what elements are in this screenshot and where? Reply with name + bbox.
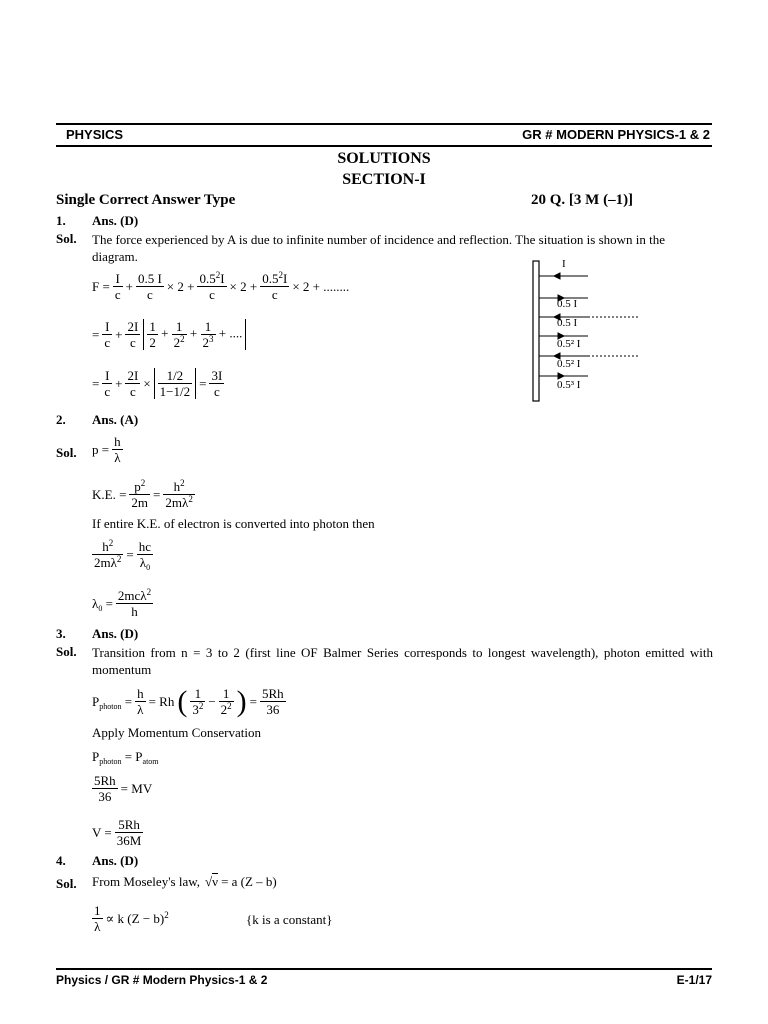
q4-solution-text: From Moseley's law, bbox=[92, 874, 201, 889]
q4-note: {k is a constant} bbox=[246, 912, 333, 927]
q1-equation-2: = $\frac{I}{c}$ + $\frac{2I}{c}$ $\frac{1}{2}$ + $\frac{1}{2^2}$ + $\frac{1}{2^3}$ + .... bbox=[92, 319, 249, 350]
q3-equation-3: $\frac{5Rh}{36}$ = MV bbox=[94, 773, 153, 804]
header-bottom-rule bbox=[56, 145, 712, 147]
q1-equation-3: = $\frac{I}{c}$ + $\frac{2I}{c}$ × $\frac{1/2}{1-1/2}$ = $\frac{3I}{c}$ bbox=[92, 368, 223, 399]
q4-number: 4. bbox=[56, 853, 66, 868]
q4-equation-1: From Moseley's law, √ν = a (Z – b) bbox=[92, 874, 277, 889]
q1-answer: Ans. (D) bbox=[92, 213, 139, 228]
q2-answer: Ans. (A) bbox=[92, 412, 139, 427]
q2-equation-3: $\frac{h^2}{2m\lambda^2}$ = $\frac{hc}{\lambda_0}$ bbox=[94, 538, 152, 572]
q2-number: 2. bbox=[56, 412, 66, 427]
diagram-label-4: 0.5² I bbox=[557, 358, 581, 370]
q1-solution-text: The force experienced by A is due to infinite number of incidence and reflection. The situation is shown in the diagram. bbox=[92, 232, 666, 264]
q4-sol-label: Sol. bbox=[56, 876, 77, 891]
diagram-label-incident: I bbox=[562, 258, 566, 270]
q1-equation-1: F = $\frac{I}{c}$ + $\frac{0.5 I}{c}$ × 2 + $\frac{0.5^2I}{c}$ × 2 + $\frac{0.5^2I}{c}$ × 2 + ........ bbox=[92, 270, 350, 302]
footer-rule bbox=[56, 968, 712, 970]
q3-number: 3. bbox=[56, 626, 66, 641]
q2-equation-4: $\lambda_0$ = $\frac{2mc\lambda^2}{h}$ bbox=[92, 587, 152, 619]
q2-equation-1: p = $\frac{h}{\lambda}$ bbox=[92, 434, 121, 465]
q4-equation-2: $\frac{1}{\lambda}$ ∝ k $(Z - b)^2$ bbox=[94, 903, 169, 934]
q3-answer: Ans. (D) bbox=[92, 626, 139, 641]
header-top-rule bbox=[56, 123, 712, 125]
section-title: SECTION-I bbox=[342, 171, 426, 188]
q3-equation-4: V = $\frac{5Rh}{36M}$ bbox=[92, 817, 142, 848]
q3-solution-text: Transition from n = 3 to 2 (first line OF Balmer Series corresponds to longest wavelength), photon emitted with momentum bbox=[92, 645, 713, 677]
q4-answer: Ans. (D) bbox=[92, 853, 139, 868]
q3-solution-text-2: Apply Momentum Conservation bbox=[92, 725, 261, 740]
page-number: E-1/17 bbox=[676, 973, 712, 987]
q2-solution-text: If entire K.E. of electron is converted into photon then bbox=[92, 516, 375, 531]
footer-left: Physics / GR # Modern Physics-1 & 2 bbox=[56, 973, 268, 987]
q1-sol-label: Sol. bbox=[56, 231, 77, 246]
page-title: SOLUTIONS bbox=[337, 150, 431, 167]
q1-number: 1. bbox=[56, 213, 66, 228]
header-chapter: GR # MODERN PHYSICS-1 & 2 bbox=[522, 127, 710, 142]
section-marks: 20 Q. [3 M (–1)] bbox=[531, 192, 634, 208]
q2-sol-label: Sol. bbox=[56, 445, 77, 460]
diagram-label-3: 0.5² I bbox=[557, 338, 581, 350]
section-type: Single Correct Answer Type bbox=[56, 192, 236, 208]
q1-eq1-tail: × 2 + ........ bbox=[292, 278, 350, 294]
header-subject: PHYSICS bbox=[66, 127, 124, 142]
diagram-label-1: 0.5 I bbox=[557, 298, 578, 310]
q3-equation-2: $P_{photon} = P_{atom}$ bbox=[92, 749, 159, 766]
q3-sol-label: Sol. bbox=[56, 644, 77, 659]
q4-eq1-rhs: = a (Z – b) bbox=[221, 874, 277, 889]
q1-reflection-diagram bbox=[520, 258, 650, 404]
diagram-label-5: 0.5³ I bbox=[557, 379, 581, 391]
q2-equation-2: K.E. = $\frac{p^2}{2m}$ = $\frac{h^2}{2m\lambda^2}$ bbox=[92, 478, 193, 510]
q3-equation-1: $P_{photon}$ = $\frac{h}{\lambda}$ = Rh ( $\frac{1}{3^2}$ − $\frac{1}{2^2}$ ) = $\frac{5Rh}{36}$ bbox=[92, 684, 284, 718]
diagram-label-2: 0.5 I bbox=[557, 317, 578, 329]
